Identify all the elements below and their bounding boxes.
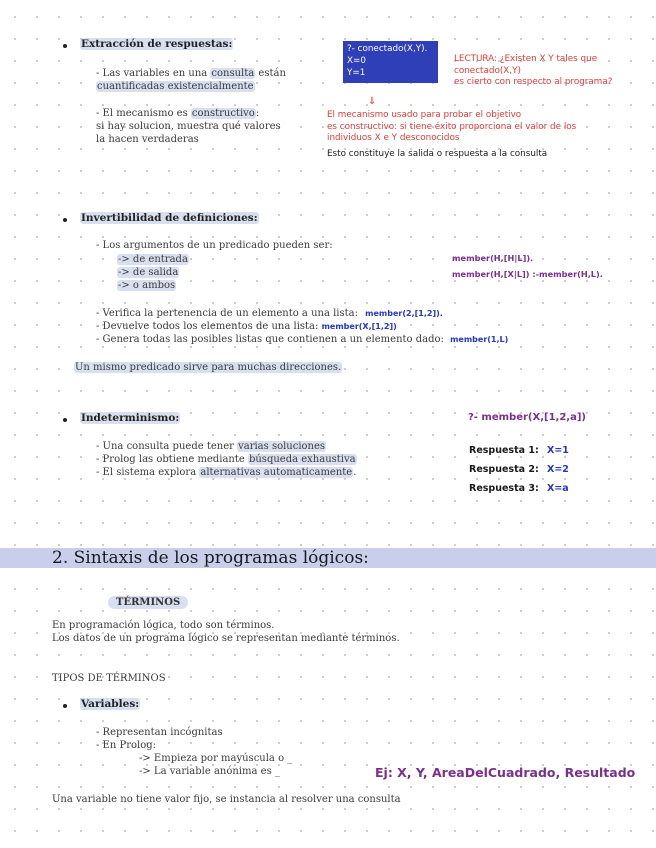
note-line: conectado(X,Y) bbox=[454, 65, 521, 76]
text: - Las variables en una bbox=[96, 68, 211, 79]
note-line: es constructivo: si tiene éxito proporciona el valor de los bbox=[327, 121, 577, 132]
text: - Genera todas las posibles listas que contienen a un elemento dado: bbox=[96, 334, 444, 345]
variables-sublist bbox=[139, 752, 292, 778]
text: -> La variable anónima es _ bbox=[139, 766, 280, 777]
respuesta-label: Respuesta 3: bbox=[469, 483, 539, 494]
salida-note: Esto constituye la salida o respuesta a la consulta bbox=[327, 149, 548, 159]
title-text: Variables: bbox=[81, 698, 140, 710]
highlight: Un mismo predicado sirve para muchas direcciones. bbox=[75, 362, 342, 373]
mismo-predicado bbox=[74, 361, 342, 374]
respuesta-row bbox=[469, 460, 569, 479]
variables-final: Una variable no tiene valor fijo, se instancia al resolver una consulta bbox=[52, 794, 401, 805]
section-heading: 2. Sintaxis de los programas lógicos: bbox=[52, 548, 369, 568]
argumentos-intro: - Los argumentos de un predicado pueden ser: bbox=[96, 240, 333, 251]
terminos-label bbox=[108, 590, 188, 609]
mechanism-note bbox=[327, 110, 576, 145]
down-arrow-icon: ⇓ bbox=[368, 96, 377, 107]
text: están bbox=[255, 68, 286, 79]
text: -> Empieza por mayúscula o _ bbox=[139, 753, 293, 764]
list-item: -> de salida bbox=[118, 267, 179, 278]
variables-list bbox=[96, 726, 223, 752]
list-item: -> de entrada bbox=[118, 254, 188, 265]
text: : bbox=[255, 108, 260, 119]
text: - Devuelve todos los elementos de una lista: bbox=[96, 321, 319, 332]
paragraph-mecanismo bbox=[96, 107, 281, 146]
query-line: X=0 bbox=[347, 56, 366, 66]
code: member(X,[1,2]) bbox=[321, 322, 397, 331]
verifica-line bbox=[96, 307, 443, 320]
text: - El mecanismo es bbox=[96, 108, 191, 119]
text: - Una consulta puede tener bbox=[96, 441, 238, 452]
query-line: Y=1 bbox=[347, 68, 366, 78]
tipos-heading: TIPOS DE TÉRMINOS bbox=[52, 673, 166, 684]
indeterminismo-list bbox=[96, 440, 357, 479]
code: member(2,[1,2]). bbox=[365, 309, 443, 318]
member-query: ?- member(X,[1,2,a]) bbox=[468, 412, 586, 423]
text: En programación lógica, todo son términos. bbox=[52, 620, 275, 631]
respuesta-value: X=2 bbox=[547, 464, 569, 475]
respuesta-value: X=1 bbox=[547, 445, 569, 456]
note-line: es cierto con respecto al programa? bbox=[454, 77, 613, 87]
variables-example: Ej: X, Y, AreaDelCuadrado, Resultado bbox=[375, 765, 636, 780]
text: - Representan incógnitas bbox=[96, 727, 223, 738]
highlight: búsqueda exhaustiva bbox=[248, 454, 356, 465]
paragraph-variables bbox=[96, 67, 286, 93]
devuelve-line bbox=[96, 320, 397, 333]
code: member(1,L) bbox=[450, 335, 509, 344]
terminos-paragraph bbox=[52, 619, 400, 645]
section-title-invertibilidad bbox=[80, 212, 259, 224]
lectura-note bbox=[454, 54, 612, 89]
member-clause-1: member(H,[H|L]). bbox=[452, 253, 534, 263]
bullet-dot bbox=[63, 418, 67, 422]
section-title-variables bbox=[80, 698, 140, 710]
highlight: alternativas automaticamente bbox=[200, 467, 353, 478]
member-clause-2: member(H,[X|L]) :-member(H,L). bbox=[452, 269, 603, 279]
highlight: consulta bbox=[211, 68, 255, 79]
query-line: ?- conectado(X,Y). bbox=[347, 44, 428, 54]
text: . bbox=[353, 467, 357, 478]
title-text: Invertibilidad de definiciones: bbox=[81, 212, 258, 224]
text: Los datos de un programa lógico se representan mediante términos. bbox=[52, 633, 400, 644]
respuesta-label: Respuesta 1: bbox=[469, 445, 539, 456]
title-text: Indeterminismo: bbox=[81, 412, 180, 424]
section-title-indeterminismo bbox=[80, 412, 180, 424]
text: la hacen verdaderas bbox=[96, 134, 199, 145]
title-text: Extracción de respuestas: bbox=[81, 38, 233, 50]
respuesta-value: X=a bbox=[547, 483, 569, 494]
genera-line bbox=[96, 333, 508, 346]
query-box bbox=[343, 41, 438, 83]
respuesta-row bbox=[469, 479, 569, 498]
highlight: cuantificadas existencialmente bbox=[97, 81, 254, 92]
note-line: individuos X e Y desconocidos bbox=[327, 133, 460, 143]
bullet-dot bbox=[63, 218, 67, 222]
highlight: varias soluciones bbox=[238, 441, 326, 452]
bullet-dot bbox=[63, 44, 67, 48]
note-line: LECTURA: ¿Existen X Y tales que bbox=[454, 54, 598, 64]
text: si hay solucion, muestra qué valores bbox=[96, 121, 281, 132]
respuesta-row bbox=[469, 441, 569, 460]
argumentos-list bbox=[117, 253, 189, 292]
respuestas bbox=[469, 441, 569, 498]
text: - El sistema explora bbox=[96, 467, 200, 478]
note-line: El mecanismo usado para probar el objetivo bbox=[327, 110, 522, 120]
respuesta-label: Respuesta 2: bbox=[469, 464, 539, 475]
bullet-dot bbox=[63, 704, 67, 708]
text: - En Prolog: bbox=[96, 740, 156, 751]
text: - Prolog las obtiene mediante bbox=[96, 454, 248, 465]
text: - Verifica la pertenencia de un elemento a una lista: bbox=[96, 308, 358, 319]
highlight: constructivo bbox=[191, 108, 255, 119]
list-item: -> o ambos bbox=[118, 280, 176, 291]
section-title-extraccion bbox=[80, 38, 233, 50]
terminos-text: TÉRMINOS bbox=[108, 596, 188, 609]
